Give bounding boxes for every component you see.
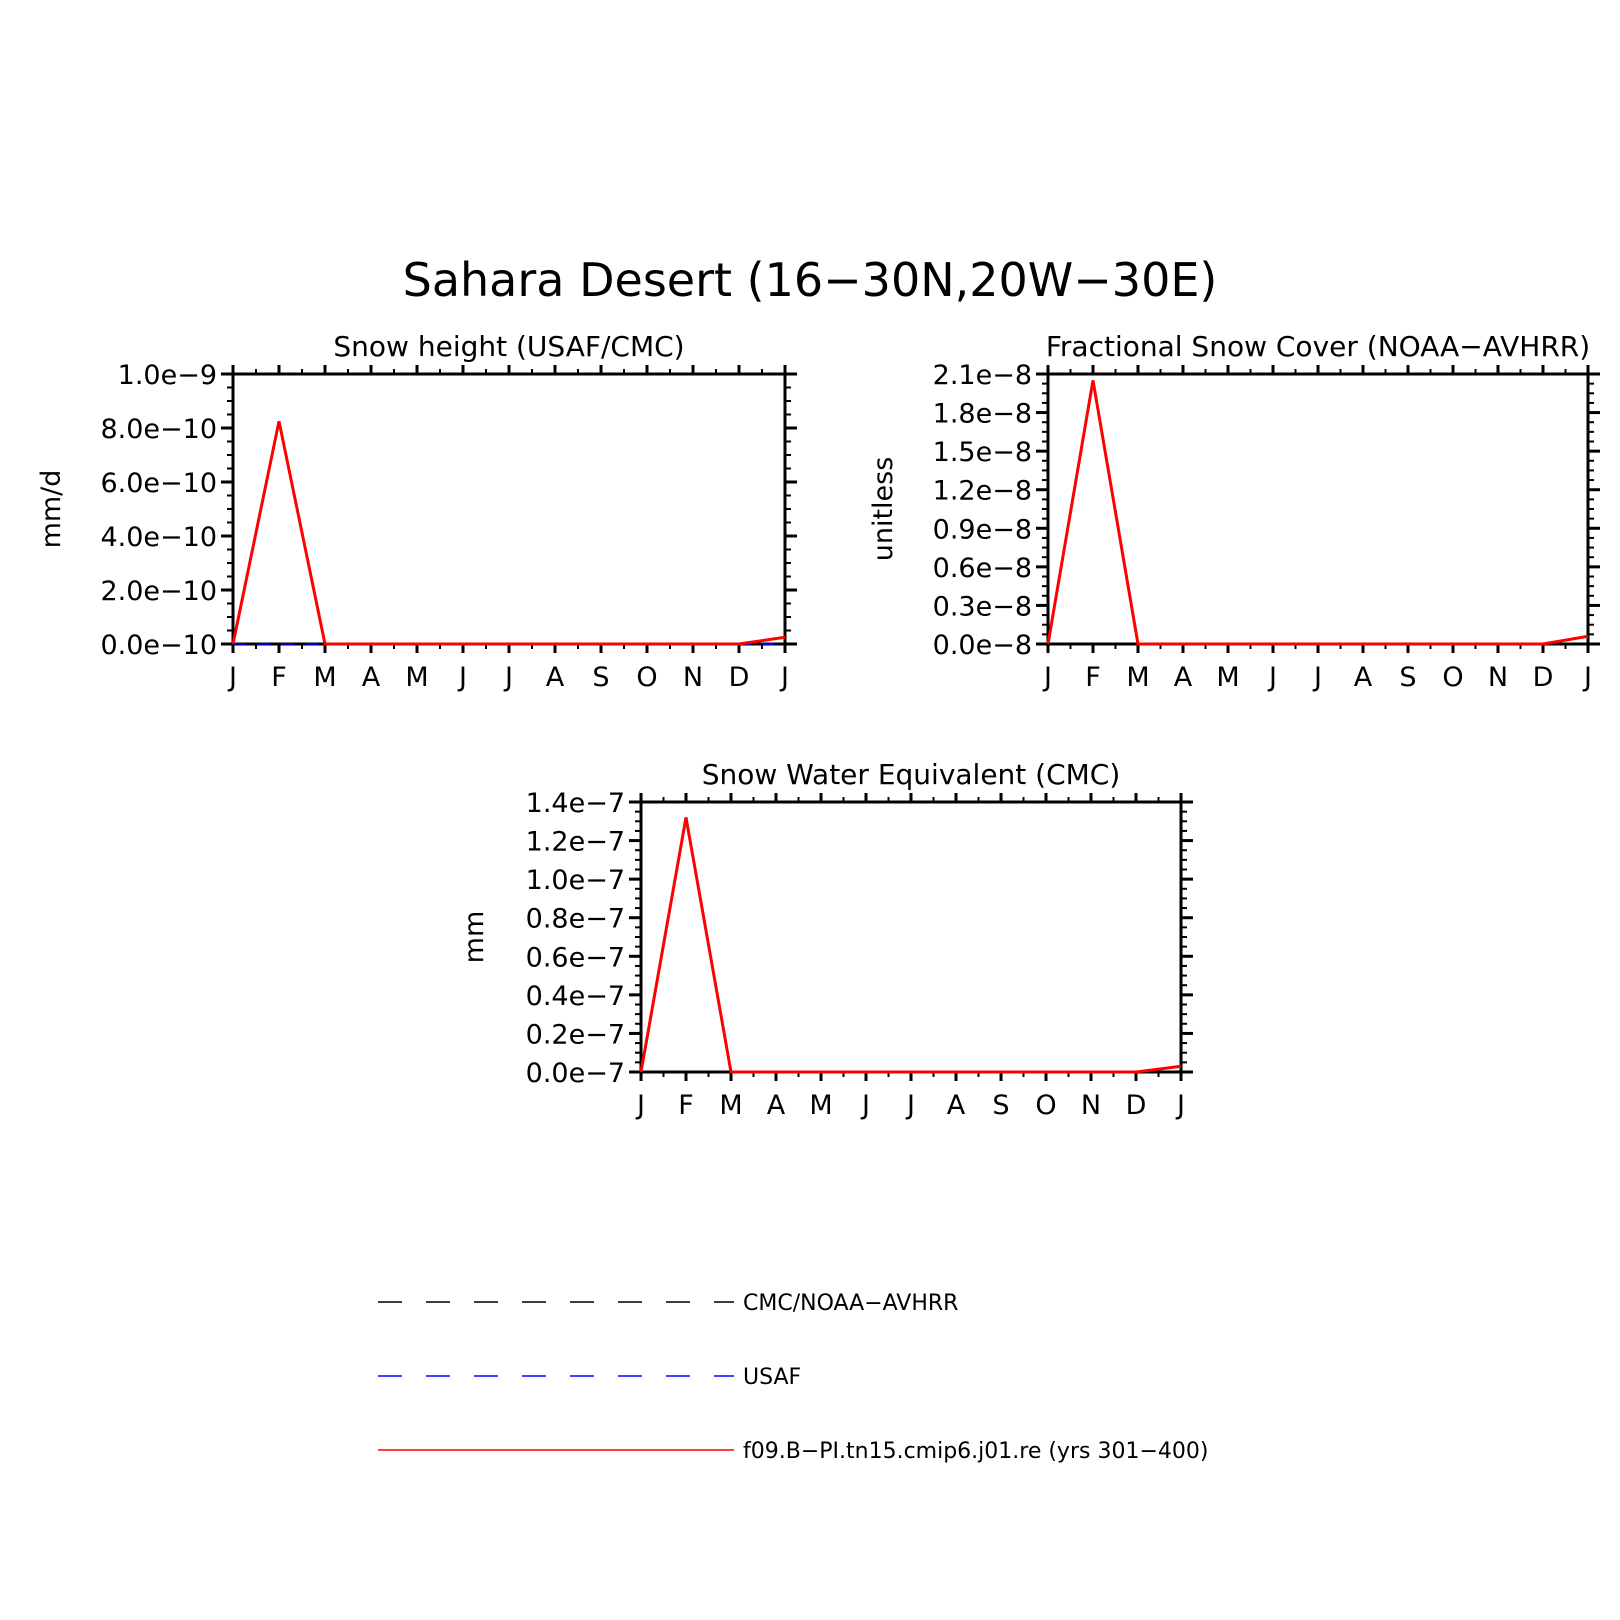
y-tick-label: 0.3e−8 <box>932 591 1032 623</box>
x-tick-label: N <box>682 662 704 693</box>
legend-label-2: USAF <box>743 1365 802 1390</box>
x-tick-label: M <box>405 662 429 693</box>
y-tick-label: 0.9e−8 <box>932 514 1032 546</box>
y-tick-label: 8.0e−10 <box>100 414 217 445</box>
x-tick-label: J <box>637 1090 645 1121</box>
x-tick-label: J <box>1314 662 1322 693</box>
y-tick-label: 0.0e−8 <box>932 630 1032 661</box>
y-tick-label: 1.0e−9 <box>117 360 217 391</box>
panels <box>36 330 1600 1121</box>
y-tick-label: 0.8e−7 <box>525 903 625 935</box>
x-tick-label: F <box>1085 662 1101 693</box>
x-tick-label: D <box>728 662 750 693</box>
legend-label-1: CMC/NOAA−AVHRR <box>743 1291 959 1316</box>
x-tick-label: S <box>992 1090 1010 1121</box>
y-tick-label: 0.0e−7 <box>525 1058 625 1089</box>
x-tick-label: J <box>459 662 467 693</box>
x-tick-label: A <box>946 1090 966 1121</box>
x-tick-label: J <box>1269 662 1277 693</box>
x-tick-label: F <box>678 1090 694 1121</box>
panel-title: Fractional Snow Cover (NOAA−AVHRR) <box>1045 330 1591 363</box>
panel-1 <box>36 330 797 693</box>
figure-title: Sahara Desert (16−30N,20W−30E) <box>402 253 1218 307</box>
y-tick-label: 2.1e−8 <box>932 360 1032 391</box>
y-axis-label: mm <box>459 910 490 964</box>
series-line-2 <box>641 817 1181 1072</box>
x-tick-label: M <box>313 662 337 693</box>
y-tick-label: 6.0e−10 <box>100 468 217 499</box>
x-tick-label: S <box>1399 662 1417 693</box>
x-tick-label: J <box>1044 662 1052 693</box>
legend-label-3: f09.B−PI.tn15.cmip6.j01.re (yrs 301−400) <box>743 1439 1209 1464</box>
series-line-2 <box>1048 380 1588 644</box>
y-axis-label: unitless <box>868 456 899 562</box>
legend <box>378 1291 1208 1464</box>
x-tick-label: O <box>1035 1090 1057 1121</box>
y-tick-label: 1.5e−8 <box>932 437 1032 469</box>
y-tick-label: 0.6e−8 <box>932 552 1032 584</box>
plot-frame <box>1048 374 1588 644</box>
panel-title: Snow height (USAF/CMC) <box>333 330 685 363</box>
x-tick-label: D <box>1125 1090 1147 1121</box>
plot-frame <box>641 802 1181 1072</box>
x-tick-label: J <box>229 662 237 693</box>
x-tick-label: J <box>862 1090 870 1121</box>
x-tick-label: A <box>766 1090 786 1121</box>
panel-title: Snow Water Equivalent (CMC) <box>701 758 1121 791</box>
x-tick-label: M <box>809 1090 833 1121</box>
x-tick-label: M <box>719 1090 743 1121</box>
x-tick-label: J <box>505 662 513 693</box>
y-tick-label: 4.0e−10 <box>100 522 217 553</box>
y-axis-label: mm/d <box>36 469 67 549</box>
x-tick-label: D <box>1532 662 1554 693</box>
x-tick-label: A <box>361 662 381 693</box>
y-tick-label: 1.2e−7 <box>525 826 625 858</box>
x-tick-label: M <box>1126 662 1150 693</box>
y-tick-label: 1.2e−8 <box>932 475 1032 507</box>
x-tick-label: O <box>636 662 658 693</box>
series-line-3 <box>233 421 785 644</box>
x-tick-label: S <box>592 662 610 693</box>
y-tick-label: 1.8e−8 <box>932 398 1032 430</box>
x-tick-label: J <box>781 662 789 693</box>
x-tick-label: N <box>1487 662 1509 693</box>
y-tick-label: 1.4e−7 <box>525 788 625 819</box>
y-tick-label: 0.4e−7 <box>525 980 625 1012</box>
x-tick-label: N <box>1080 1090 1102 1121</box>
x-tick-label: J <box>1584 662 1592 693</box>
x-tick-label: M <box>1216 662 1240 693</box>
x-tick-label: O <box>1442 662 1464 693</box>
x-tick-label: J <box>907 1090 915 1121</box>
y-tick-label: 0.6e−7 <box>525 942 625 974</box>
x-tick-label: A <box>1173 662 1193 693</box>
y-tick-label: 0.2e−7 <box>525 1019 625 1051</box>
y-tick-label: 1.0e−7 <box>525 865 625 897</box>
x-tick-label: F <box>271 662 287 693</box>
y-tick-label: 0.0e−10 <box>100 630 217 661</box>
x-tick-label: J <box>1177 1090 1185 1121</box>
y-tick-label: 2.0e−10 <box>100 576 217 607</box>
x-tick-label: A <box>545 662 565 693</box>
panel-3 <box>459 758 1193 1121</box>
x-tick-label: A <box>1353 662 1373 693</box>
panel-2 <box>868 330 1600 693</box>
